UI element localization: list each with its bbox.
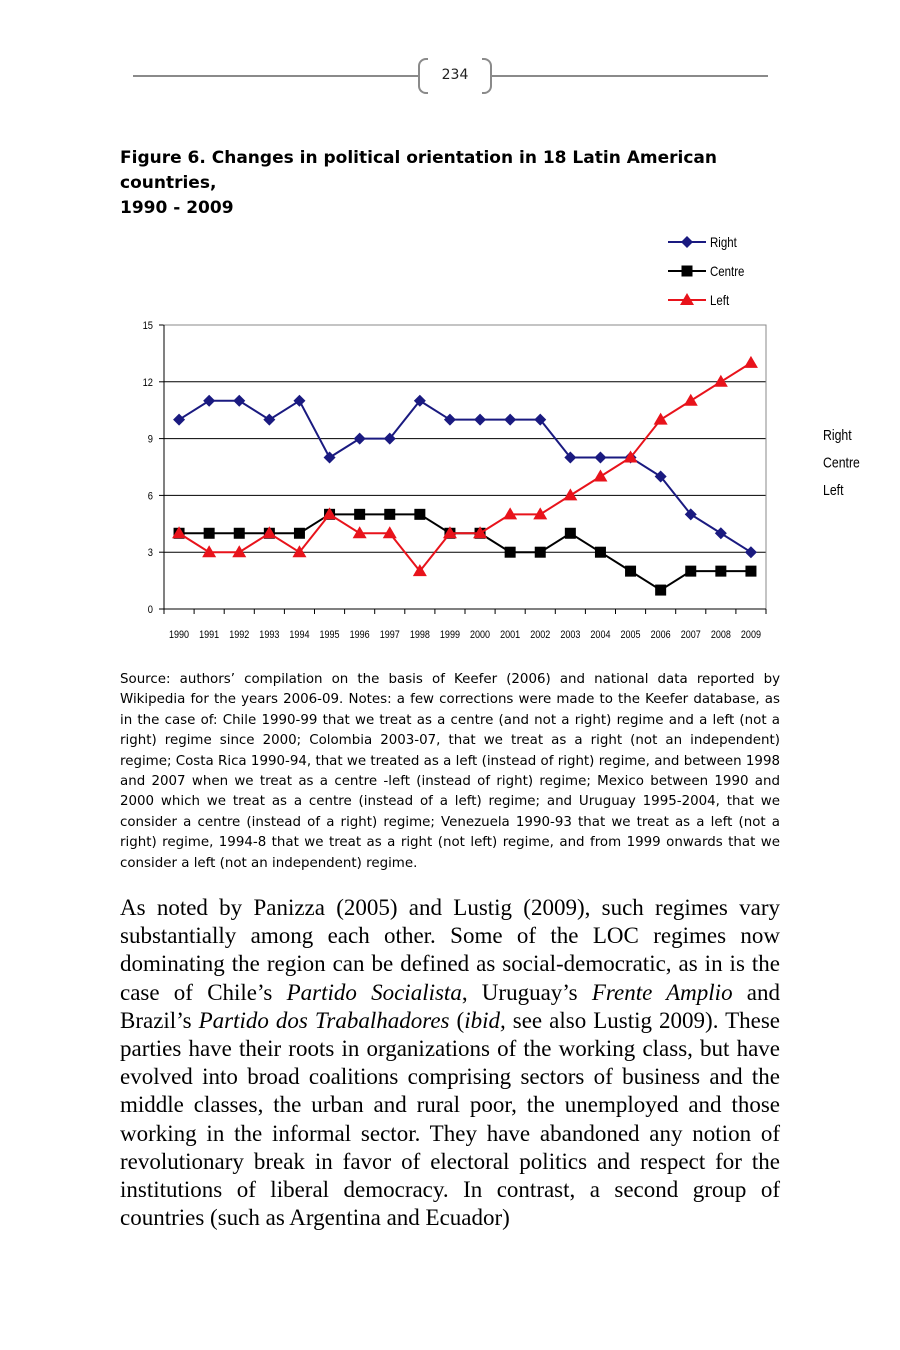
y-tick-label: 3 — [147, 547, 153, 560]
x-tick-label: 2005 — [620, 629, 641, 642]
body-text-2: , Uruguay’s — [461, 979, 592, 1005]
data-point-right — [263, 414, 275, 426]
data-point-centre — [294, 528, 305, 539]
data-point-right — [293, 395, 305, 407]
data-point-centre — [565, 528, 576, 539]
line-chart — [0, 220, 900, 660]
x-tick-label: 2002 — [530, 629, 551, 642]
italic-partido-socialista: Partido Socialista — [286, 979, 462, 1005]
header-rule-right — [490, 75, 768, 77]
data-point-centre — [625, 566, 636, 577]
x-tick-label: 1990 — [169, 629, 190, 642]
x-tick-label: 2004 — [590, 629, 611, 642]
data-point-centre — [745, 566, 756, 577]
data-point-right — [594, 452, 606, 464]
data-point-centre — [384, 509, 395, 520]
y-tick-label: 0 — [147, 604, 153, 617]
x-tick-label: 1999 — [439, 629, 460, 642]
data-point-right — [504, 414, 516, 426]
data-point-centre — [204, 528, 215, 539]
x-tick-label: 1998 — [409, 629, 430, 642]
x-tick-label: 1994 — [289, 629, 310, 642]
series-line-left — [179, 363, 751, 571]
data-point-right — [233, 395, 245, 407]
data-point-centre — [715, 566, 726, 577]
y-tick-label: 6 — [147, 490, 153, 503]
data-point-left — [714, 375, 728, 387]
legend-marker-right — [681, 236, 693, 248]
italic-frente-amplio: Frente Amplio — [591, 979, 733, 1005]
data-point-centre — [354, 509, 365, 520]
figure-caption: Source: authors’ compilation on the basis of Keefer (2006) and national data reported by Wikipedia for the years 2006-09. Notes: a few corrections were made to the Keefer database, as in the case of: Chile 1990-99 that we treat as a centre (and not a right) regime and a left (not a right) regime since 2000; Colombia 2003-07, that we treat as a right (not an independent) regime; Costa Rica 1990-94, that we treated as a left (instead of right) regime, and between 1998 and 2007 when we treat as a centre -left (instead of right) regime; Mexico between 1990 and 2000 which we treat as a centre (instead of a left) regime; and Uruguay 1995-2004, that we consider a centre (instead of a right) regime; Venezuela 1990-93 that we treat as a left (not a right) regime, 1994-8 that we treat as a right (not left) regime, and from 1999 onwards that we consider a left (not an independent) regime. — [120, 672, 780, 871]
data-point-centre — [535, 547, 546, 558]
body-text-5: see also Lustig 2009). These parties have their roots in organizations of the working class, but have evolved into broad coalitions comprising sectors of business and the middle classes, the urban and rural poor, the unemployed and those working in the informal sector. They have abandoned any notion of revolutionary break in favor of electoral politics and respect for the institutions of liberal democracy. In contrast, a second group of countries (such as Argentina and Ecuador) — [120, 1007, 780, 1231]
y-tick-label: 12 — [142, 377, 153, 390]
y-tick-label: 9 — [147, 433, 153, 446]
body-paragraph — [120, 894, 780, 1232]
x-tick-label: 2000 — [470, 629, 491, 642]
italic-ibid: ibid, — [464, 1007, 506, 1033]
x-tick-label: 1991 — [199, 629, 220, 642]
data-point-left — [654, 413, 668, 425]
legend-marker-centre — [682, 266, 693, 277]
x-tick-label: 2007 — [680, 629, 701, 642]
data-point-centre — [655, 585, 666, 596]
x-tick-label: 2001 — [500, 629, 521, 642]
data-point-right — [173, 414, 185, 426]
header-rule-left — [133, 75, 420, 77]
data-point-left — [593, 469, 607, 481]
x-tick-label: 1996 — [349, 629, 370, 642]
figure-title-line-1: Figure 6. Changes in political orientation in 18 Latin American countries, — [120, 148, 717, 193]
data-point-centre — [505, 547, 516, 558]
data-point-right — [203, 395, 215, 407]
x-tick-label: 1997 — [379, 629, 400, 642]
data-point-right — [354, 433, 366, 445]
body-text-4: ( — [449, 1007, 465, 1033]
plot-frame — [164, 325, 766, 609]
italic-partido-dos-trabalhadores: Partido dos Trabalhadores — [198, 1007, 450, 1033]
y-tick-label: 15 — [142, 320, 153, 333]
legend-label-left: Left — [710, 291, 730, 309]
body-text-1: As noted by Panizza (2005) and Lustig (2009), such regimes vary substantially among each other. Some of the LOC regimes now dominating the region can be defined as social-democratic, as in is the case of Chile’s — [120, 895, 780, 1005]
data-point-left — [744, 356, 758, 368]
x-tick-label: 1992 — [229, 629, 250, 642]
data-point-right — [444, 414, 456, 426]
data-point-right — [715, 527, 727, 539]
x-tick-label: 2009 — [740, 629, 761, 642]
data-point-centre — [234, 528, 245, 539]
data-point-right — [474, 414, 486, 426]
page-number: 234 — [441, 67, 469, 83]
data-point-left — [563, 488, 577, 500]
data-point-centre — [595, 547, 606, 558]
side-label: Left — [823, 481, 844, 499]
x-tick-label: 2006 — [650, 629, 671, 642]
x-tick-label: 2008 — [710, 629, 731, 642]
data-point-right — [745, 546, 757, 558]
figure-title-line-2: 1990 - 2009 — [120, 198, 234, 218]
x-tick-label: 1995 — [319, 629, 340, 642]
side-label: Centre — [823, 454, 860, 471]
data-point-centre — [685, 566, 696, 577]
x-tick-label: 2003 — [560, 629, 581, 642]
side-label: Right — [823, 426, 852, 444]
body-text-3: and Brazil’s — [120, 979, 781, 1033]
data-point-left — [684, 394, 698, 406]
legend-label-right: Right — [710, 233, 737, 251]
data-point-right — [324, 452, 336, 464]
figure-title — [120, 146, 780, 221]
legend-label-centre: Centre — [710, 262, 745, 280]
data-point-centre — [414, 509, 425, 520]
x-tick-label: 1993 — [259, 629, 280, 642]
